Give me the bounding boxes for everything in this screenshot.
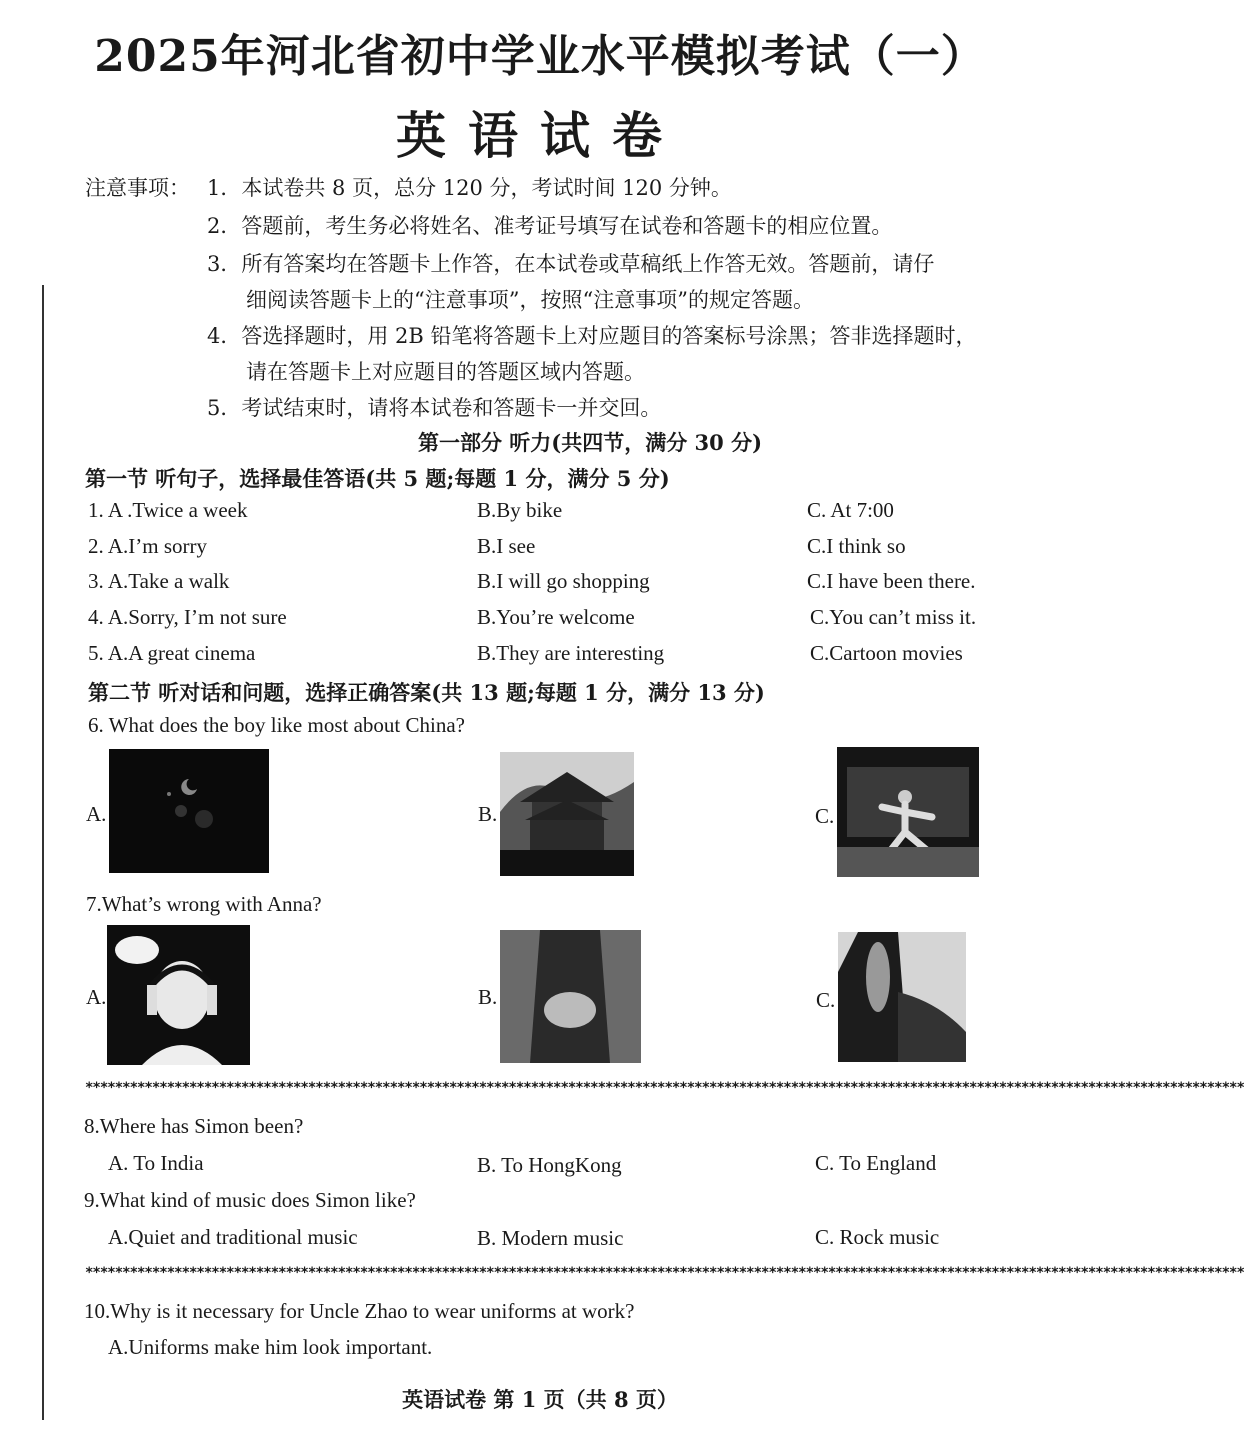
q7-label-c: C. bbox=[816, 988, 836, 1012]
q6-label-a: A. bbox=[86, 802, 107, 826]
section1-title: 第一节 听句子，选择最佳答语(共 5 题;每题 1 分，满分 5 分) bbox=[85, 466, 670, 491]
q5-option-c: C.Cartoon movies bbox=[810, 641, 963, 665]
q7-picture-b bbox=[500, 930, 641, 1063]
divider-stars-2: ************************************************************************************************************************************************************ bbox=[85, 1265, 1244, 1281]
q9-option-a: A.Quiet and traditional music bbox=[108, 1225, 358, 1249]
q3-option-c: C.I have been there. bbox=[807, 569, 976, 593]
q10-option-a: A.Uniforms make him look important. bbox=[108, 1335, 433, 1359]
q6-picture-a bbox=[109, 749, 269, 873]
q6-picture-b bbox=[500, 752, 634, 876]
notice-item-3-cont: 细阅读答题卡上的“注意事项”，按照“注意事项”的规定答题。 bbox=[246, 288, 814, 312]
q2-option-c: C.I think so bbox=[807, 534, 906, 558]
q4-option-c: C.You can’t miss it. bbox=[810, 605, 977, 629]
exam-title: 2025年河北省初中学业水平模拟考试（一） bbox=[94, 31, 986, 82]
q8-text: 8.Where has Simon been? bbox=[84, 1114, 304, 1138]
q7-label-a: A. bbox=[86, 985, 107, 1009]
q8-option-b: B. To HongKong bbox=[477, 1153, 622, 1177]
q2-option-a: 2. A.I’m sorry bbox=[88, 534, 207, 558]
q9-text: 9.What kind of music does Simon like? bbox=[84, 1188, 416, 1212]
q6-picture-c bbox=[837, 747, 979, 877]
kungfu-image bbox=[837, 747, 979, 877]
q3-option-a: 3. A.Take a walk bbox=[88, 569, 230, 593]
divider-stars: ************************************************************************************************************************************************************ bbox=[85, 1080, 1244, 1096]
q8-option-a: A. To India bbox=[108, 1151, 204, 1175]
notice-label: 注意事项： bbox=[85, 176, 190, 200]
sore-throat-image bbox=[838, 932, 966, 1062]
q6-label-c: C. bbox=[815, 804, 835, 828]
part1-title: 第一部分 听力(共四节，满分 30 分) bbox=[417, 430, 763, 455]
q1-option-a: 1. A .Twice a week bbox=[88, 498, 248, 522]
q5-option-b: B.They are interesting bbox=[477, 641, 665, 665]
page-footer: 英语试卷 第 1 页（共 8 页） bbox=[402, 1387, 678, 1412]
notice-item-4: 4．答选择题时，用 2B 铅笔将答题卡上对应题目的答案标号涂黑；答非选择题时， bbox=[207, 324, 977, 348]
q7-picture-a bbox=[107, 925, 250, 1065]
pagoda-image bbox=[500, 752, 634, 876]
q4-option-b: B.You’re welcome bbox=[477, 605, 635, 629]
notice-item-4-cont: 请在答题卡上对应题目的答题区域内答题。 bbox=[246, 360, 645, 384]
q10-text: 10.Why is it necessary for Uncle Zhao to wear uniforms at work? bbox=[84, 1299, 635, 1323]
q6-text: 6. What does the boy like most about China? bbox=[88, 713, 465, 737]
notice-item-2: 2．答题前，考生务必将姓名、准考证号填写在试卷和答题卡的相应位置。 bbox=[207, 214, 893, 238]
q5-option-a: 5. A.A great cinema bbox=[88, 641, 256, 665]
q9-option-b: B. Modern music bbox=[477, 1226, 624, 1250]
night-moon-image bbox=[109, 749, 269, 873]
section2-title: 第二节 听对话和问题，选择正确答案(共 13 题;每题 1 分，满分 13 分) bbox=[88, 680, 765, 705]
q7-picture-c bbox=[838, 932, 966, 1062]
q8-option-c: C. To England bbox=[815, 1151, 937, 1175]
q9-option-c: C. Rock music bbox=[815, 1225, 940, 1249]
q6-label-b: B. bbox=[478, 802, 498, 826]
notice-item-1: 1．本试卷共 8 页，总分 120 分，考试时间 120 分钟。 bbox=[207, 176, 732, 200]
headache-woman-image bbox=[107, 925, 250, 1065]
exam-subtitle: 英语试卷 bbox=[396, 106, 684, 165]
q1-option-c: C. At 7:00 bbox=[807, 498, 894, 522]
q4-option-a: 4. A.Sorry, I’m not sure bbox=[88, 605, 287, 629]
q2-option-b: B.I see bbox=[477, 534, 536, 558]
stomachache-image bbox=[500, 930, 641, 1063]
notice-item-3: 3．所有答案均在答题卡上作答，在本试卷或草稿纸上作答无效。答题前，请仔 bbox=[207, 252, 935, 276]
notice-item-5: 5．考试结束时，请将本试卷和答题卡一并交回。 bbox=[207, 396, 662, 420]
q3-option-b: B.I will go shopping bbox=[477, 569, 650, 593]
q7-label-b: B. bbox=[478, 985, 498, 1009]
q7-text: 7.What’s wrong with Anna? bbox=[86, 892, 322, 916]
q1-option-b: B.By bike bbox=[477, 498, 563, 522]
